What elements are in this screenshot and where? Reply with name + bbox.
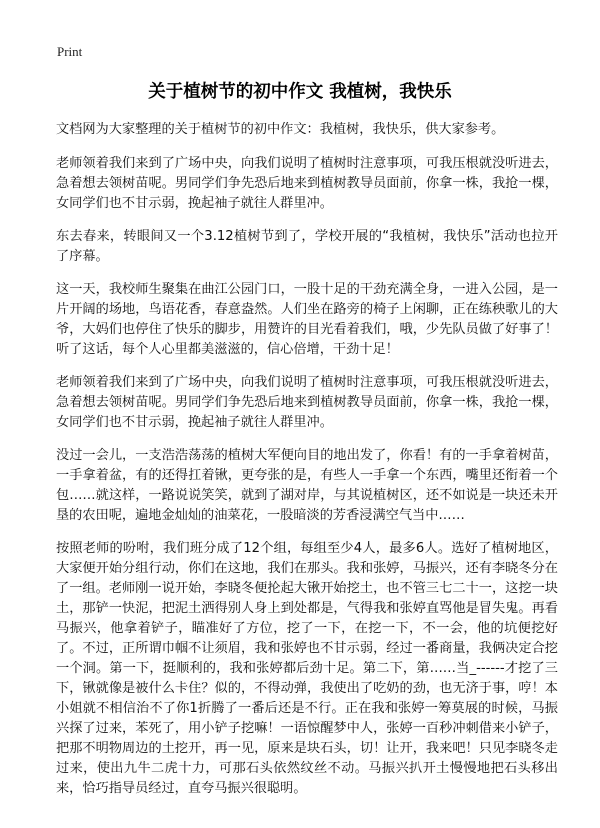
page-title: 关于植树节的初中作文 我植树，我快乐: [148, 82, 452, 102]
paragraph-intro: 文档网为大家整理的关于植树节的初中作文：我植树，我快乐，供大家参考。: [56, 122, 505, 137]
paragraph: 老师领着我们来到了广场中央，向我们说明了植树时注意事项，可我压根就没听进去，急着想去领树苗呢。男同学们争先恐后地来到植树教导员面前，你拿一株，我抢一棵，女同学们也不甘示弱，挽起袖子就往人群里冲。: [56, 156, 558, 211]
paragraph: 老师领着我们来到了广场中央，向我们说明了植树时注意事项，可我压根就没听进去，急着想去领树苗呢。男同学们争先恐后地来到植树教导员面前，你拿一株，我抢一棵，女同学们也不甘示弱，挽起袖子就往人群里冲。: [56, 375, 558, 430]
print-label: Print: [57, 44, 83, 59]
paragraph: 东去春来，转眼间又一个3.12植树节到了，学校开展的“我植树，我快乐”活动也拉开了序幕。: [56, 229, 558, 264]
paragraph: 没过一会儿，一支浩浩荡荡的植树大军便向目的地出发了，你看！有的一手拿着树苗，一手拿着盆，有的还得扛着锹，更夸张的是，有些人一手拿一个东西，嘴里还衔着一个包……就这样，一路说说笑笑，就到了湖对岸，与其说植树区，还不如说是一块还未开垦的农田呢，遍地金灿灿的油菜花，一股暗淡的芳香浸满空气当中……: [56, 448, 558, 523]
paragraph: 这一天，我校师生聚集在曲江公园门口，一股十足的干劲充满全身，一进入公园，是一片开阔的场地，鸟语花香，春意盎然。人们坐在路旁的椅子上闲聊，正在练秧歌儿的大爷，大妈们也停住了快乐的脚步，用赞许的目光看着我们，哦，少先队员做了好事了！听了这话，每个人心里都美滋滋的，信心倍增，干劲十足！: [56, 282, 558, 357]
document-body: [56, 120, 558, 812]
paragraph: 按照老师的吩咐，我们班分成了12个组，每组至少4人，最多6人。选好了植树地区，大家便开始分组行动，你们在这地，我们在那头。我和张婷，马振兴，还有李晓冬分在了一组。老师刚一说开始，李晓冬便抡起大锹开始挖土，也不管三七二十一，这挖一块土，那铲一快泥，把泥土洒得别人身上到处都是，气得我和张婷直骂他是冒失鬼。再看马振兴，他拿着铲子，瞄准好了方位，挖了一下，在挖一下，不一会，他的坑便挖好了。不过，正所谓巾帼不让须眉，我和张婷也不甘示弱，经过一番商量，我俩决定合挖一个洞。第一下，挺顺利的，我和张婷都后劲十足。第二下，第……当_------才挖了三下，锹就像是被什么卡住？似的，不得动弹，我使出了吃奶的劲，也无济于事，哼！本小姐就不相信治不了你1折腾了一番后还是不行。正在我和张婷一筹莫展的时候，马振兴探了过来，苯死了，用小铲子挖嘛！一语惊醒梦中人，张婷一百秒冲刺借来小铲子，把那不明物周边的土挖开，再一见，原来是块石头，切！让开，我来吧！只见李晓冬走过来，使出九牛二虎十力，可那石头依然纹丝不动。马振兴扒开土慢慢地把石头移出来，恰巧指导员经过，直夸马振兴很聪明。: [56, 541, 558, 796]
